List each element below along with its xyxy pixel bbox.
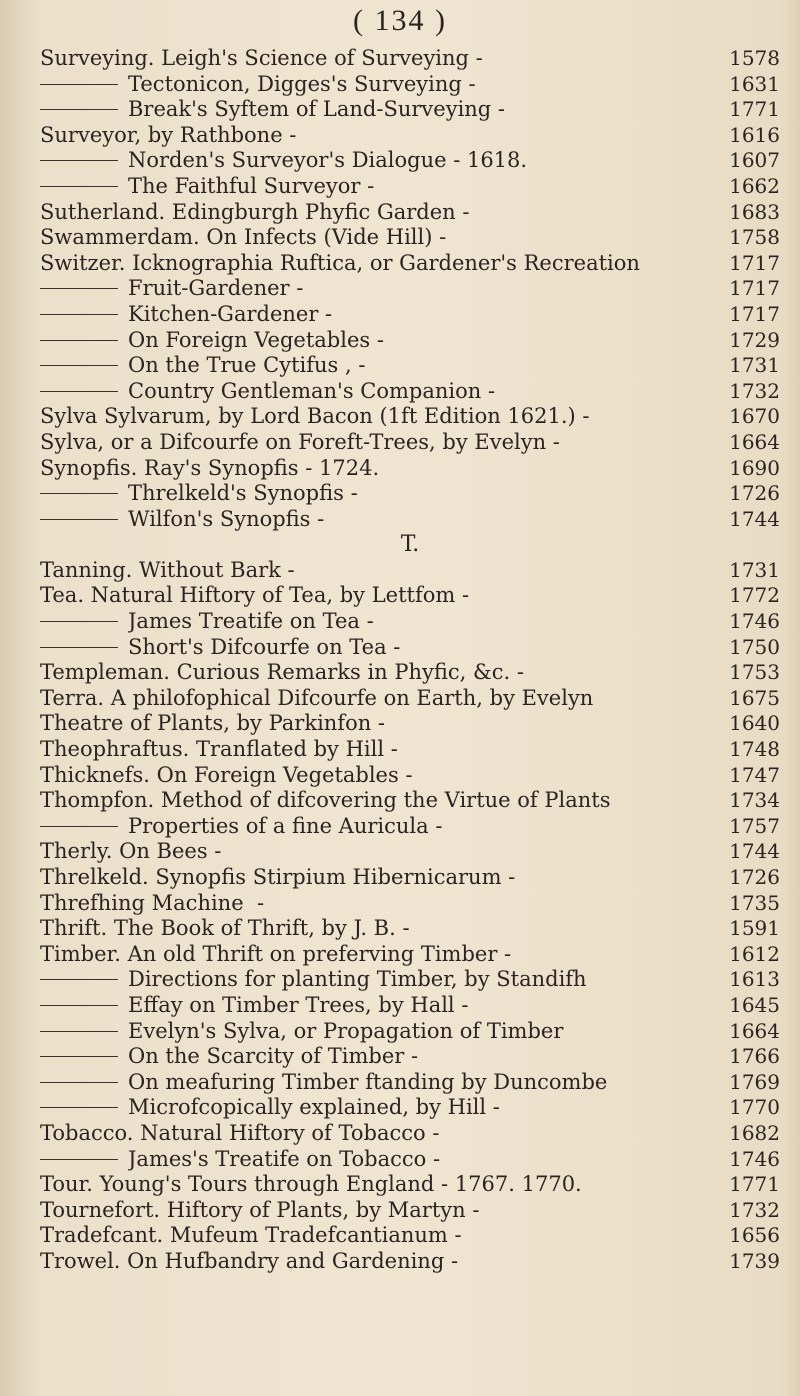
index-entry	[40, 788, 780, 814]
entry-date: 1744	[729, 506, 780, 531]
entry-date: 1769	[729, 1069, 780, 1094]
entry-date: 1732	[729, 1197, 780, 1222]
ditto-dash	[40, 493, 118, 494]
entry-heading: Synopfis.	[40, 455, 138, 480]
entry-title: On Hufbandry and Gardening -	[120, 1248, 459, 1273]
entry-title: Without Bark -	[132, 557, 295, 582]
entry-date: 1771	[729, 1172, 780, 1197]
ditto-dash	[40, 1107, 118, 1108]
index-entry	[40, 583, 780, 609]
entry-date: 1645	[729, 992, 780, 1017]
entry-title: On Foreign Vegetables -	[128, 327, 384, 352]
entry-date: 1640	[729, 711, 780, 736]
entry-title: Effay on Timber Trees, by Hall -	[128, 992, 469, 1017]
entry-title: Properties of a fine Auricula -	[128, 813, 443, 838]
entry-title: Method of difcovering the Virtue of Plants	[154, 788, 611, 813]
entry-date: 1717	[729, 301, 780, 326]
entry-date: 1612	[729, 941, 780, 966]
section-letter: T.	[400, 532, 420, 558]
entry-title: Wilfon's Synopfis -	[128, 506, 325, 531]
entry-heading: Thicknefs.	[40, 762, 150, 787]
entry-title: Kitchen-Gardener -	[128, 301, 333, 326]
entry-title: Curious Remarks in Phyfic, &c. -	[169, 660, 524, 685]
entry-title: On Bees -	[112, 839, 222, 864]
entry-date: 1746	[729, 609, 780, 634]
index-entry	[40, 1044, 780, 1070]
entry-title: Natural Hiftory of Tobacco -	[133, 1120, 440, 1145]
entry-title: Microfcopically explained, by Hill -	[128, 1095, 500, 1120]
index-entry	[40, 967, 780, 993]
entry-date: 1770	[729, 1095, 780, 1120]
index-entry	[40, 558, 780, 584]
index-entry	[40, 72, 780, 98]
index-entry	[40, 1223, 780, 1249]
entry-heading: Threlkeld.	[40, 865, 149, 889]
entry-title: Tranflated by Hill -	[189, 737, 398, 762]
index-entry	[40, 46, 780, 72]
entry-date: 1717	[729, 250, 780, 275]
entry-date: 1771	[729, 97, 780, 122]
entry-date: 1735	[729, 890, 780, 915]
entry-heading: Tobacco.	[40, 1120, 134, 1145]
entry-heading: Theophraftus.	[40, 737, 190, 762]
index-entry	[40, 865, 780, 891]
entry-date: 1731	[729, 557, 780, 582]
index-entry	[40, 430, 780, 456]
index-entry	[40, 737, 780, 763]
entry-title: The Faithful Surveyor -	[128, 173, 375, 198]
entry-date: 1747	[729, 762, 780, 787]
entry-date: 1766	[729, 1044, 780, 1069]
index-entry	[40, 993, 780, 1019]
entry-date: 1683	[729, 199, 780, 224]
entry-title: Break's Syftem of Land-Surveying -	[128, 97, 506, 122]
entry-title: The Book of Thrift, by J. B. -	[107, 916, 410, 941]
entry-date: 1664	[729, 1018, 780, 1043]
entry-date: 1753	[729, 660, 780, 685]
ditto-dash	[40, 621, 118, 622]
entry-heading: Tea.	[40, 583, 84, 608]
entry-title: Mufeum Tradefcantianum -	[163, 1223, 462, 1248]
ditto-dash	[40, 1031, 118, 1032]
entry-date: 1739	[729, 1248, 780, 1273]
index-entry	[40, 1172, 780, 1198]
entry-heading: Threfhing Machine	[40, 890, 244, 915]
entry-title: An old Thrift on preferving Timber -	[120, 941, 512, 966]
entry-heading: Trowel.	[40, 1248, 121, 1273]
index-entry	[40, 123, 780, 149]
index-entry	[40, 1070, 780, 1096]
ditto-dash	[40, 1005, 118, 1006]
index-entry	[40, 1095, 780, 1121]
entry-heading: Thompfon.	[40, 788, 155, 813]
ditto-dash	[40, 160, 118, 161]
entry-date: 1746	[729, 1146, 780, 1171]
entry-title: Icknographia Ruftica, or Gardener's Recreation	[125, 250, 640, 275]
index-entry	[40, 302, 780, 328]
entry-title: On the Scarcity of Timber -	[128, 1044, 419, 1069]
ditto-dash	[40, 519, 118, 520]
entry-heading: Theatre of Plants,	[40, 711, 230, 736]
index-entry	[40, 814, 780, 840]
ditto-dash	[40, 1159, 118, 1160]
entry-date: 1675	[729, 685, 780, 710]
index-entry	[40, 148, 780, 174]
index-entry	[40, 251, 780, 277]
entry-date: 1758	[729, 225, 780, 250]
entry-title: Edingburgh Phyfic Garden -	[165, 199, 470, 224]
entry-date: 1607	[729, 148, 780, 173]
entry-heading: Surveying.	[40, 46, 155, 70]
entry-heading: Thrift.	[40, 916, 108, 941]
entry-date: 1734	[729, 788, 780, 813]
entry-date: 1616	[729, 122, 780, 147]
entry-title: Evelyn's Sylva, or Propagation of Timber	[128, 1018, 564, 1043]
index-entry	[40, 916, 780, 942]
entry-heading: Sutherland.	[40, 199, 166, 224]
ditto-dash	[40, 826, 118, 827]
entry-title: Threlkeld's Synopfis -	[128, 481, 358, 506]
ditto-dash	[40, 84, 118, 85]
entry-title: Country Gentleman's Companion -	[128, 378, 496, 403]
entry-title: Synopfis Stirpium Hibernicarum -	[148, 865, 516, 889]
index-entry	[40, 635, 780, 661]
entry-title: Natural Hiftory of Tea, by Lettfom -	[84, 583, 470, 608]
entry-heading: Swammerdam.	[40, 225, 200, 250]
entry-heading: Terra.	[40, 685, 105, 710]
index-entry	[40, 174, 780, 200]
ditto-dash	[40, 314, 118, 315]
index-entry	[40, 1249, 780, 1275]
entry-title: James's Treatife on Tobacco -	[128, 1146, 441, 1171]
entry-title: Fruit-Gardener -	[128, 276, 304, 301]
entry-date: 1662	[729, 173, 780, 198]
index-entry	[40, 97, 780, 123]
entry-title: On Foreign Vegetables -	[149, 762, 413, 787]
entry-heading: Timber.	[40, 941, 121, 966]
entry-title: James Treatife on Tea -	[128, 609, 374, 634]
ditto-dash	[40, 186, 118, 187]
entry-date: 1732	[729, 378, 780, 403]
entry-title: On Infects (Vide Hill) -	[199, 225, 447, 250]
index-entry	[40, 328, 780, 354]
entry-date: 1748	[729, 737, 780, 762]
entry-title: Tectonicon, Digges's Surveying -	[128, 71, 476, 96]
entry-date: 1591	[729, 916, 780, 941]
entry-heading: Therly.	[40, 839, 113, 864]
entry-date: 1750	[729, 634, 780, 659]
entry-title: Young's Tours through England - 1767. 1770.	[92, 1172, 582, 1197]
entry-title: -	[243, 890, 265, 915]
entry-date: 1731	[729, 353, 780, 378]
entry-date: 1578	[729, 46, 780, 70]
index-entry	[40, 1198, 780, 1224]
index-entry	[40, 225, 780, 251]
index-entry	[40, 609, 780, 635]
index-entry	[40, 891, 780, 917]
entry-date: 1631	[729, 71, 780, 96]
entry-heading: Surveyor,	[40, 122, 142, 147]
index-entry	[40, 481, 780, 507]
entry-title: by Rathbone -	[141, 122, 297, 147]
entry-heading: Sylva,	[40, 429, 105, 454]
entry-title: Directions for planting Timber, by Standifh	[128, 967, 587, 992]
index-entry	[40, 660, 780, 686]
index-entry	[40, 379, 780, 405]
entry-title: A philofophical Difcourfe on Earth, by Evelyn	[104, 685, 594, 710]
index-entry	[40, 507, 780, 533]
entry-title: On meafuring Timber ftanding by Duncombe	[128, 1069, 608, 1094]
index-entry	[40, 276, 780, 302]
ditto-dash	[40, 1056, 118, 1057]
page-number: ( 134 )	[353, 4, 447, 37]
entry-date: 1670	[729, 404, 780, 429]
entry-date: 1656	[729, 1223, 780, 1248]
ditto-dash	[40, 391, 118, 392]
ditto-dash	[40, 365, 118, 366]
entry-heading: Tradefcant.	[40, 1223, 164, 1248]
ditto-dash	[40, 109, 118, 110]
index-entries	[40, 46, 780, 1275]
entry-heading: Tanning.	[40, 557, 133, 582]
entry-heading: Tour.	[40, 1172, 93, 1197]
index-entry	[40, 456, 780, 482]
entry-date: 1664	[729, 429, 780, 454]
entry-heading: Templeman.	[40, 660, 170, 685]
entry-heading: Switzer.	[40, 250, 126, 275]
entry-date: 1690	[729, 455, 780, 480]
entry-date: 1772	[729, 583, 780, 608]
entry-heading: Sylva Sylvarum,	[40, 404, 212, 429]
entry-date: 1682	[729, 1120, 780, 1145]
entry-date: 1726	[729, 865, 780, 889]
index-entry	[40, 1147, 780, 1173]
entry-date: 1757	[729, 813, 780, 838]
entry-date: 1613	[729, 967, 780, 992]
ditto-dash	[40, 647, 118, 648]
entry-title: Norden's Surveyor's Dialogue - 1618.	[128, 148, 528, 173]
entry-title: Leigh's Science of Surveying -	[154, 46, 483, 70]
entry-title: by Lord Bacon (1ft Edition 1621.) -	[211, 404, 590, 429]
entry-title: by Parkinfon -	[229, 711, 386, 736]
index-entry	[40, 404, 780, 430]
entry-date: 1717	[729, 276, 780, 301]
entry-title: or a Difcourfe on Foreft-Trees, by Evelyn -	[104, 429, 560, 454]
entry-title: On the True Cytifus , -	[128, 353, 366, 378]
ditto-dash	[40, 1082, 118, 1083]
index-entry	[40, 1121, 780, 1147]
index-entry	[40, 686, 780, 712]
index-entry	[40, 839, 780, 865]
ditto-dash	[40, 340, 118, 341]
entry-title: Ray's Synopfis - 1724.	[137, 455, 380, 480]
index-entry	[40, 763, 780, 789]
entry-heading: Tournefort.	[40, 1197, 161, 1222]
entry-date: 1729	[729, 327, 780, 352]
index-entry	[40, 353, 780, 379]
index-entry	[40, 711, 780, 737]
ditto-dash	[40, 288, 118, 289]
index-entry	[40, 1019, 780, 1045]
index-entry	[40, 200, 780, 226]
entry-date: 1726	[729, 481, 780, 506]
index-entry	[40, 942, 780, 968]
entry-date: 1744	[729, 839, 780, 864]
ditto-dash	[40, 979, 118, 980]
entry-title: Hiftory of Plants, by Martyn -	[160, 1197, 480, 1222]
entry-title: Short's Difcourfe on Tea -	[128, 634, 401, 659]
